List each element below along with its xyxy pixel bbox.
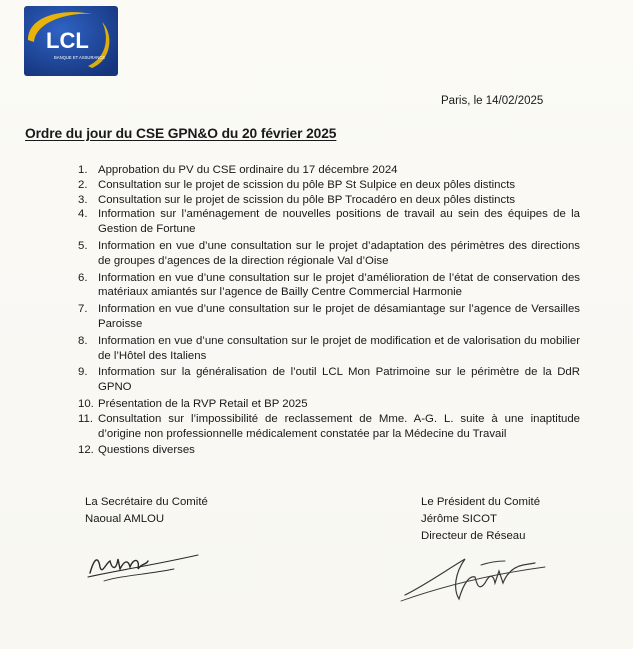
- item-text: Consultation sur le projet de scission du pôle BP St Sulpice en deux pôles distincts: [98, 178, 516, 191]
- item-text: Information sur la généralisation de l’outil LCL Mon Patrimoine sur le périmètre de la DdR GPNO: [98, 366, 580, 394]
- item-number: 6.: [78, 271, 88, 284]
- item-text: Information en vue d’une consultation sur le projet de désamiantage sur l’agence de Versailles Paroisse: [98, 303, 580, 330]
- agenda-item: [78, 365, 580, 395]
- president-role: Le Président du Comité: [421, 496, 541, 508]
- president-block: [421, 494, 540, 545]
- item-number: 7.: [78, 303, 88, 316]
- svg-text:BANQUE ET ASSURANCE: BANQUE ET ASSURANCE: [54, 55, 106, 60]
- president-name: Jérôme SICOT: [421, 513, 497, 525]
- item-number: 10.: [78, 397, 94, 410]
- agenda-item: [78, 163, 580, 178]
- item-text: Consultation sur le projet de scission du pôle BP Trocadéro en deux pôles distincts: [98, 193, 516, 206]
- date-line: Paris, le 14/02/2025: [441, 95, 544, 107]
- item-text: Questions diverses: [98, 444, 195, 457]
- item-number: 11.: [78, 412, 93, 425]
- item-number: 8.: [78, 334, 88, 347]
- item-number: 1.: [78, 164, 88, 176]
- item-text: Information en vue d’une consultation sur le projet d’adaptation des périmètres des directions de groupes d’agences de la direction régionale Val d’Oise: [98, 239, 580, 267]
- secretary-role: La Secrétaire du Comité: [85, 496, 208, 508]
- agenda-item: [78, 271, 580, 301]
- agenda-item: [78, 412, 580, 442]
- agenda-item: [78, 334, 580, 364]
- item-number: 12.: [78, 444, 94, 457]
- item-text: Consultation sur l’impossibilité de reclassement de Mme. A-G. L. suite à une inaptitude d’origine non professionnelle médicalement constatée par la Médecine du Travail: [98, 412, 580, 440]
- item-text: Information en vue d’une consultation sur le projet de modification et de valorisation du mobilier de l’Hôtel des Italiens: [98, 334, 580, 362]
- secretary-block: [85, 494, 208, 528]
- agenda-item: [78, 207, 580, 237]
- lcl-logo: [22, 4, 120, 78]
- agenda-item: [78, 443, 580, 458]
- item-number: 9.: [78, 366, 88, 379]
- president-signature: [395, 545, 555, 605]
- item-number: 5.: [78, 239, 88, 252]
- agenda-item: [78, 302, 580, 332]
- item-text: Présentation de la RVP Retail et BP 2025: [98, 397, 308, 410]
- agenda-item: [78, 397, 580, 412]
- item-number: 3.: [78, 193, 88, 206]
- svg-text:LCL: LCL: [46, 28, 89, 53]
- agenda-item: [78, 178, 580, 193]
- document-title: Ordre du jour du CSE GPN&O du 20 février 2025: [25, 126, 337, 141]
- agenda-item: [78, 239, 580, 269]
- item-number: 4.: [78, 208, 88, 221]
- item-text: Approbation du PV du CSE ordinaire du 17 décembre 2024: [98, 164, 398, 176]
- president-title: Directeur de Réseau: [421, 530, 526, 542]
- item-text: Information en vue d’une consultation sur le projet d’amélioration de l’état de conservation des matériaux amiantés sur l’agence de Bailly Centre Commercial Harmonie: [98, 271, 580, 299]
- secretary-name: Naoual AMLOU: [85, 513, 165, 525]
- item-text: Information sur l’aménagement de nouvelles positions de travail au sein des équipes de la Gestion de Fortune: [98, 208, 580, 236]
- agenda-list: [78, 163, 580, 458]
- item-number: 2.: [78, 178, 88, 191]
- secretary-signature: [84, 545, 204, 585]
- agenda-item: [78, 193, 580, 208]
